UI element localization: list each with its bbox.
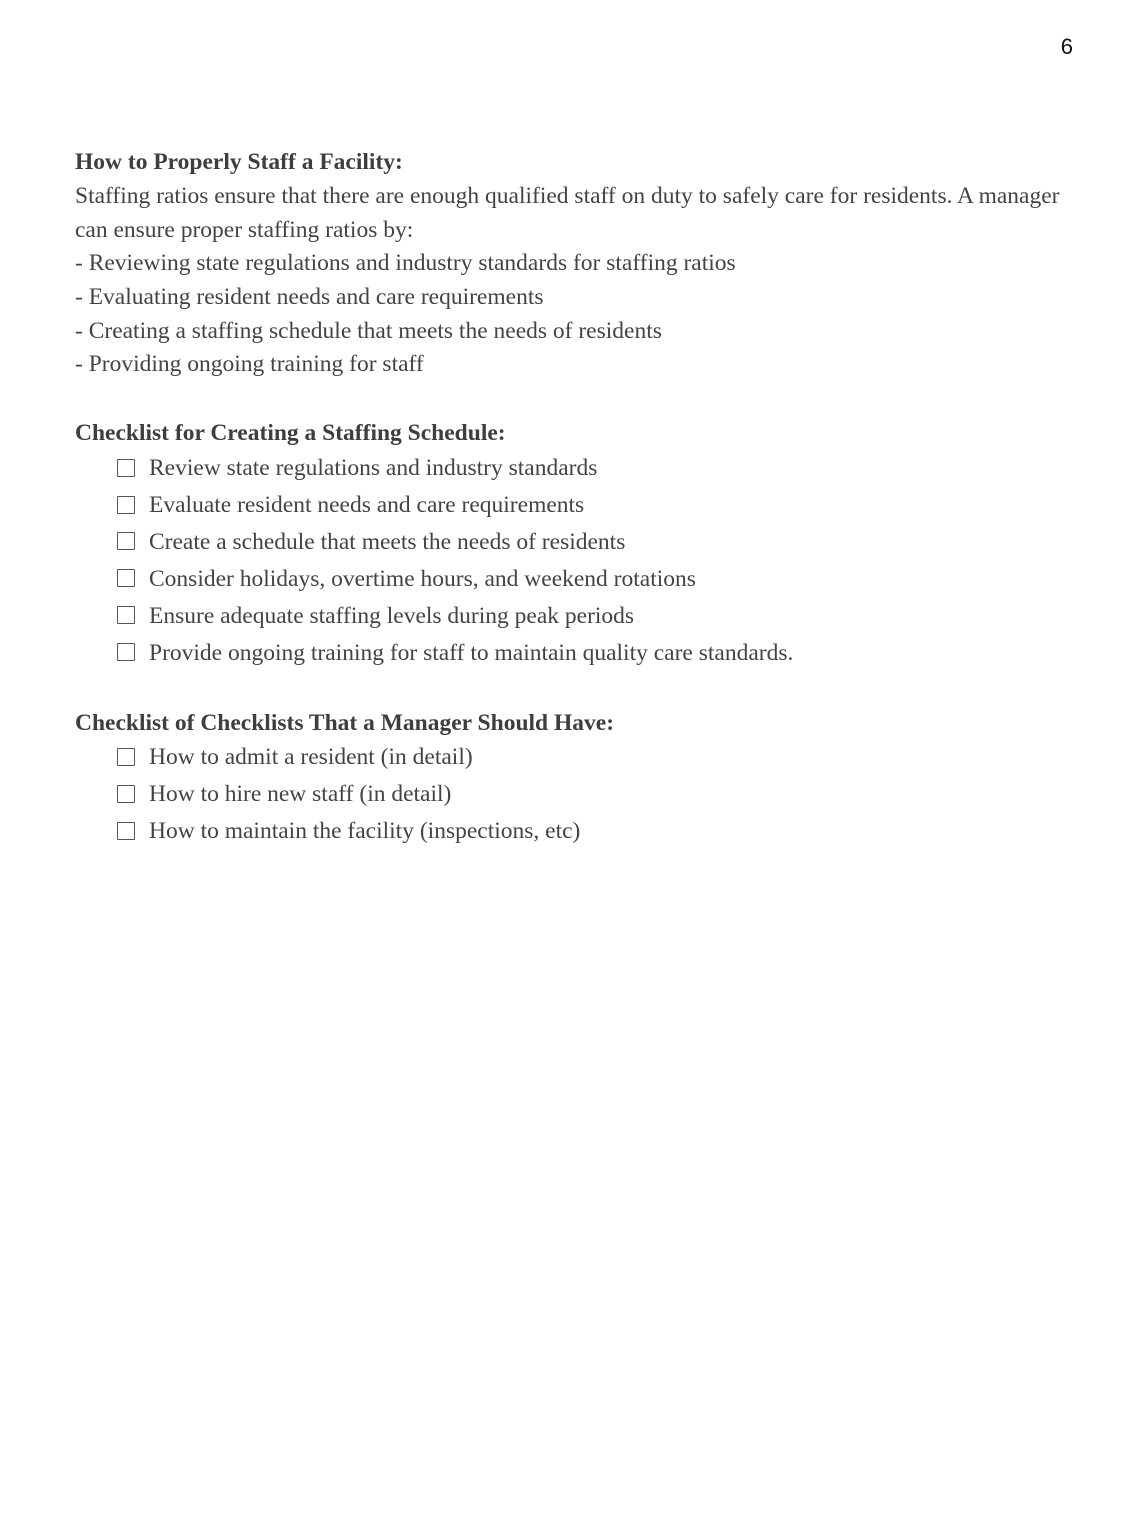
staffing-paragraph: Staffing ratios ensure that there are enough qualified staff on duty to safely care for residents. A manager can ensure proper staffing ratios by: bbox=[75, 183, 1060, 243]
checklist-item bbox=[117, 598, 1075, 635]
checklist-item-label: How to hire new staff (in detail) bbox=[149, 781, 452, 808]
bullet-item: - Creating a staffing schedule that meets the needs of residents bbox=[75, 317, 662, 344]
checkbox[interactable] bbox=[117, 532, 135, 550]
checklist-item bbox=[117, 813, 1075, 850]
checklist-item bbox=[117, 487, 1075, 524]
section-spacer bbox=[75, 382, 1075, 416]
checklist-item-label: Review state regulations and industry standards bbox=[149, 455, 598, 482]
section-spacer bbox=[75, 672, 1075, 706]
page-number: 6 bbox=[1060, 34, 1073, 59]
checklist-item-label: Provide ongoing training for staff to maintain quality care standards. bbox=[149, 639, 794, 666]
checkbox[interactable] bbox=[117, 822, 135, 840]
schedule-checklist-heading: Checklist for Creating a Staffing Schedule: bbox=[75, 420, 506, 447]
checkbox[interactable] bbox=[117, 606, 135, 624]
checklist-item-label: Create a schedule that meets the needs of residents bbox=[149, 528, 626, 555]
checklist-item bbox=[117, 635, 1075, 672]
checklist-item-label: Evaluate resident needs and care requirements bbox=[149, 492, 585, 519]
checklist-item bbox=[117, 776, 1075, 813]
checklist-item-label: How to maintain the facility (inspections, etc) bbox=[149, 818, 581, 845]
bullet-item: - Providing ongoing training for staff bbox=[75, 351, 424, 378]
checklist-item-label: How to admit a resident (in detail) bbox=[149, 744, 473, 771]
checkbox[interactable] bbox=[117, 496, 135, 514]
checkbox[interactable] bbox=[117, 643, 135, 661]
staffing-heading: How to Properly Staff a Facility: bbox=[75, 149, 403, 175]
staffing-bullet-list bbox=[75, 247, 1075, 382]
schedule-checklist bbox=[75, 450, 1075, 671]
manager-checklist bbox=[75, 740, 1075, 851]
checklist-item bbox=[117, 740, 1075, 777]
bullet-item: - Evaluating resident needs and care requirements bbox=[75, 283, 544, 310]
checklist-item bbox=[117, 561, 1075, 598]
checklist-item-label: Ensure adequate staffing levels during peak periods bbox=[149, 602, 635, 629]
manager-checklist-heading: Checklist of Checklists That a Manager Should Have: bbox=[75, 709, 615, 736]
checkbox[interactable] bbox=[117, 785, 135, 803]
checklist-item-label: Consider holidays, overtime hours, and weekend rotations bbox=[149, 565, 696, 592]
checkbox[interactable] bbox=[117, 748, 135, 766]
checkbox[interactable] bbox=[117, 459, 135, 477]
checklist-item bbox=[117, 524, 1075, 561]
checklist-item bbox=[117, 450, 1075, 487]
document-body bbox=[75, 145, 1075, 850]
checkbox[interactable] bbox=[117, 569, 135, 587]
bullet-item: - Reviewing state regulations and industry standards for staffing ratios bbox=[75, 250, 736, 276]
